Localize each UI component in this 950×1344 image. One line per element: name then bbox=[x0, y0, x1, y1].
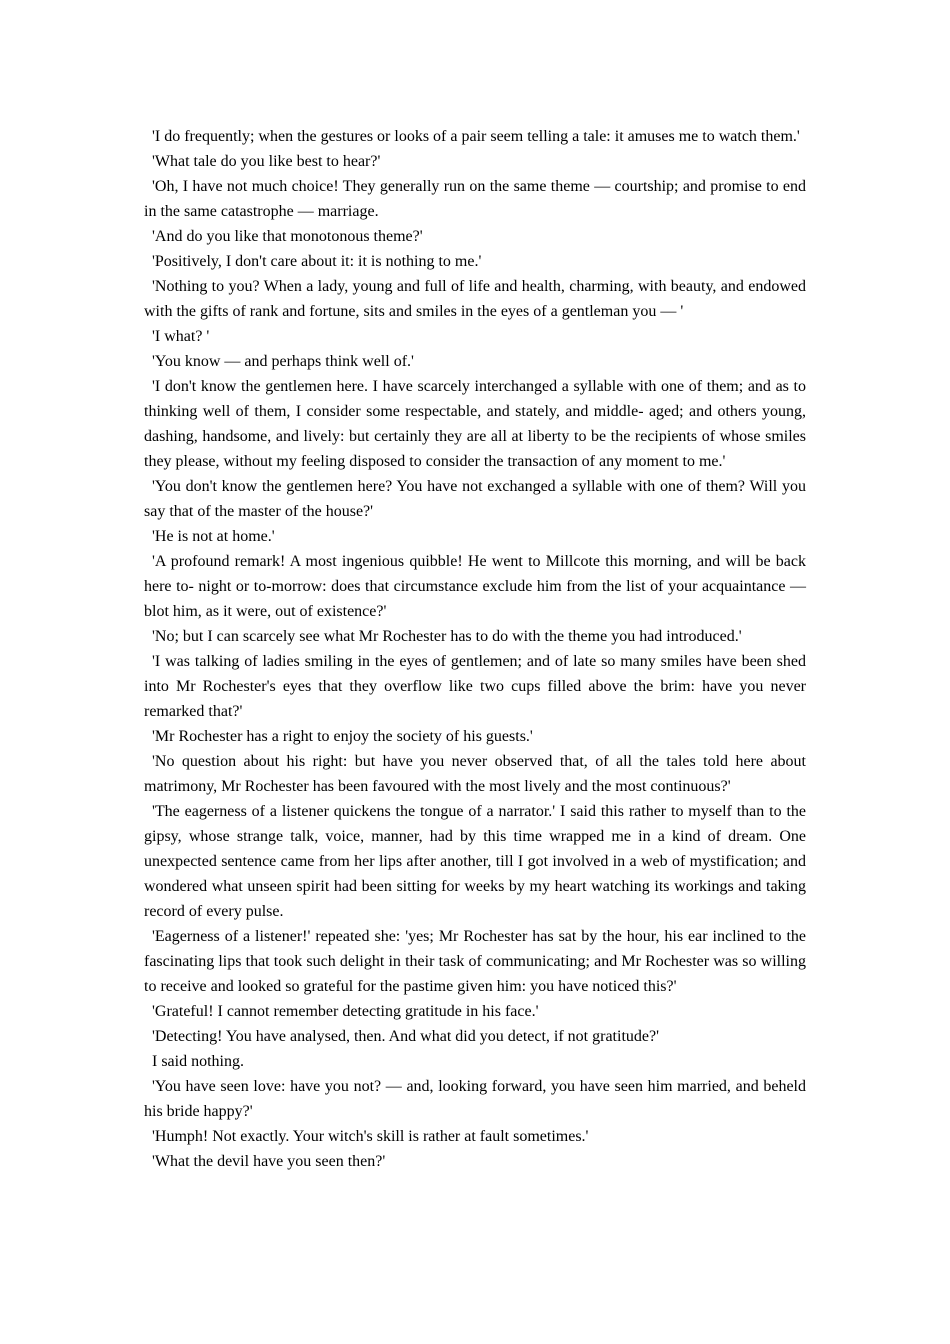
paragraph: 'Positively, I don't care about it: it is nothing to me.' bbox=[152, 253, 482, 270]
paragraph: 'The eagerness of a listener quickens the tongue of a narrator.' I said this rather to myself than to the gipsy, whose strange talk, voice, manner, had by this time wrapped me in a kind of dream. One unexpected sentence came from her lips after another, till I got involved in a web of mystification; and wondered what unseen spirit had been sitting for weeks by my heart watching its workings and taking record of every pulse. bbox=[144, 803, 806, 920]
document-page bbox=[144, 124, 806, 1174]
paragraph: 'I what? ' bbox=[152, 328, 210, 345]
paragraph: 'Oh, I have not much choice! They generally run on the same theme — courtship; and promise to end in the same catastrophe — marriage. bbox=[144, 178, 806, 220]
paragraph: 'Nothing to you? When a lady, young and full of life and health, charming, with beauty, and endowed with the gifts of rank and fortune, sits and smiles in the eyes of a gentleman you — ' bbox=[144, 278, 806, 320]
paragraph: 'Eagerness of a listener!' repeated she: 'yes; Mr Rochester has sat by the hour, his ear inclined to the fascinating lips that took such delight in their task of communicating; and Mr Rochester was so willing to receive and looked so grateful for the pastime given him: you have noticed this?' bbox=[144, 928, 806, 995]
paragraph: 'You have seen love: have you not? — and, looking forward, you have seen him married, and beheld his bride happy?' bbox=[144, 1078, 806, 1120]
paragraph: 'He is not at home.' bbox=[152, 528, 275, 545]
paragraph: 'I was talking of ladies smiling in the eyes of gentlemen; and of late so many smiles have been shed into Mr Rochester's eyes that they overflow like two cups filled above the brim: have you never remarked that?' bbox=[144, 653, 806, 720]
paragraph: 'No question about his right: but have you never observed that, of all the tales told here about matrimony, Mr Rochester has been favoured with the most lively and the most continuous?' bbox=[144, 753, 806, 795]
paragraph: 'And do you like that monotonous theme?' bbox=[152, 228, 423, 245]
paragraph: 'What tale do you like best to hear?' bbox=[152, 153, 381, 170]
paragraph: 'I don't know the gentlemen here. I have scarcely interchanged a syllable with one of them; and as to thinking well of them, I consider some respectable, and stately, and middle- aged; and others young, dashing, handsome, and lively: but certainly they are all at liberty to be the recipients of whose smiles they please, without my feeling disposed to consider the transaction of any moment to me.' bbox=[144, 378, 806, 470]
paragraph: I said nothing. bbox=[152, 1053, 244, 1070]
paragraph: 'A profound remark! A most ingenious quibble! He went to Millcote this morning, and will be back here to- night or to-morrow: does that circumstance exclude him from the list of your acquaintance — blot him, as it were, out of existence?' bbox=[144, 553, 806, 620]
paragraph: 'Detecting! You have analysed, then. And what did you detect, if not gratitude?' bbox=[152, 1028, 659, 1045]
paragraph: 'You don't know the gentlemen here? You have not exchanged a syllable with one of them? Will you say that of the master of the house?' bbox=[144, 478, 806, 520]
paragraph: 'What the devil have you seen then?' bbox=[152, 1153, 386, 1170]
paragraph: 'Humph! Not exactly. Your witch's skill is rather at fault sometimes.' bbox=[152, 1128, 589, 1145]
paragraph: 'Mr Rochester has a right to enjoy the society of his guests.' bbox=[152, 728, 533, 745]
paragraph: 'I do frequently; when the gestures or looks of a pair seem telling a tale: it amuses me to watch them.' bbox=[152, 128, 800, 145]
paragraph: 'Grateful! I cannot remember detecting gratitude in his face.' bbox=[152, 1003, 539, 1020]
paragraph: 'You know — and perhaps think well of.' bbox=[152, 353, 414, 370]
paragraph: 'No; but I can scarcely see what Mr Rochester has to do with the theme you had introduced.' bbox=[152, 628, 742, 645]
